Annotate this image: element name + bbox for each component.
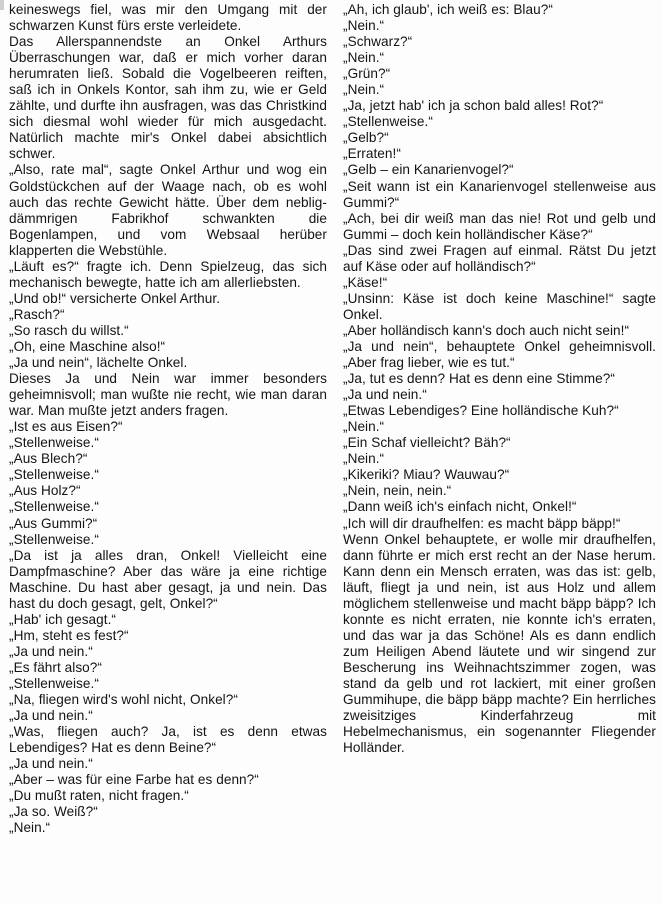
paragraph: „Läuft es?“ fragte ich. Denn Spielzeug, das sich mechanisch bewegte, hatte ich am allerliebsten. (9, 258, 327, 290)
paragraph: keineswegs fiel, was mir den Umgang mit der schwarzen Kunst fürs erste verleidete. (9, 2, 327, 34)
paragraph: „Nein.“ (343, 451, 385, 467)
paragraph: „Ja, jetzt hab' ich ja schon bald alles! Rot?“ (343, 98, 604, 114)
paragraph: „Na, fliegen wird's wohl nicht, Onkel?“ (9, 692, 238, 708)
paragraph: „Stellenweise.“ (9, 499, 99, 515)
paragraph: „Also, rate mal“, sagte Onkel Arthur und wog ein Goldstückchen auf der Waage nach, ob es wohl auch das rechte Gewicht hätte. Über dem neblig-dämmrigen Fabrikhof schwankten die Bogenlampen, und vom Websaal herüber klapperten die Webstühle. (9, 162, 327, 258)
paragraph: „Nein.“ (9, 820, 51, 836)
paragraph: „Käse!“ (343, 274, 388, 290)
paragraph: „Ich will dir draufhelfen: es macht bäpp bäpp!“ (343, 515, 621, 531)
paragraph: „Ja und nein.“ (9, 756, 93, 772)
paragraph: „Seit wann ist ein Kanarienvogel stellenweise aus Gummi?“ (343, 178, 656, 210)
paragraph: „Nein.“ (343, 82, 385, 98)
paragraph: „Aus Gummi?“ (9, 515, 98, 531)
paragraph: „Hm, steht es fest?“ (9, 627, 129, 643)
left-text-column (9, 2, 327, 836)
paragraph: „Da ist ja alles dran, Onkel! Vielleicht eine Dampfmaschine? Aber das wäre ja eine richtige Maschine. Du hast aber gesagt, ja und nein. Das hast du doch gesagt, gelt, Onkel?“ (9, 547, 327, 611)
paragraph: „Du mußt raten, nicht fragen.“ (9, 788, 189, 804)
paragraph: „Stellenweise.“ (343, 114, 433, 130)
paragraph: „Das sind zwei Fragen auf einmal. Rätst Du jetzt auf Käse oder auf holländisch?“ (343, 242, 656, 274)
paragraph: „Ein Schaf vielleicht? Bäh?“ (343, 435, 511, 451)
paragraph: „Ist es aus Eisen?“ (9, 419, 123, 435)
paragraph: „Oh, eine Maschine also!“ (9, 338, 166, 354)
paragraph: „Ja und nein“, behauptete Onkel geheimnisvoll. „Aber frag lieber, wie es tut.“ (343, 338, 656, 371)
paragraph: „Aber – was für eine Farbe hat es denn?“ (9, 772, 259, 788)
paragraph: „Nein, nein, nein.“ (343, 483, 452, 499)
paragraph: „Nein.“ (343, 419, 385, 435)
paragraph: „Aus Holz?“ (9, 483, 81, 499)
scan-artifact (0, 0, 4, 10)
paragraph: „Ach, bei dir weiß man das nie! Rot und gelb und Gummi – doch kein holländischer Käse?“ (343, 210, 656, 242)
paragraph: „Ah, ich glaub', ich weiß es: Blau?“ (343, 2, 553, 17)
paragraph: „Stellenweise.“ (9, 531, 99, 547)
paragraph: „Nein.“ (343, 50, 385, 66)
paragraph: „Erraten!“ (343, 146, 401, 162)
paragraph: „Ja und nein.“ (9, 708, 93, 724)
paragraph: „Grün?“ (343, 66, 391, 82)
paragraph: „Nein.“ (343, 18, 385, 34)
paragraph: „Unsinn: Käse ist doch keine Maschine!“ sagte Onkel. (343, 290, 656, 322)
paragraph: „Ja und nein.“ (343, 387, 427, 403)
paragraph: „Ja und nein“, lächelte Onkel. (9, 355, 188, 371)
paragraph: „Stellenweise.“ (9, 467, 99, 483)
paragraph: „Schwarz?“ (343, 34, 413, 50)
paragraph: „Gelb?“ (343, 130, 389, 146)
paragraph: „Es fährt also?“ (9, 659, 102, 675)
paragraph: Dieses Ja und Nein war immer besonders geheimnisvoll; man wußte nie recht, wie man daran war. Man mußte jetzt anders fragen. (9, 371, 327, 419)
paragraph: „Stellenweise.“ (9, 435, 99, 451)
paragraph: „Was, fliegen auch? Ja, ist es denn etwas Lebendiges? Hat es denn Beine?“ (9, 724, 327, 756)
paragraph: „Hab' ich gesagt.“ (9, 611, 117, 627)
paragraph: „Gelb – ein Kanarienvogel?“ (343, 162, 514, 178)
paragraph: „Aus Blech?“ (9, 451, 88, 467)
paragraph: „Dann weiß ich's einfach nicht, Onkel!“ (343, 499, 577, 515)
paragraph: „Stellenweise.“ (9, 675, 99, 691)
paragraph: „Kikeriki? Miau? Wauwau?“ (343, 467, 510, 483)
paragraph: „Ja und nein.“ (9, 643, 93, 659)
paragraph: „Aber holländisch kann's doch auch nicht sein!“ (343, 322, 630, 338)
right-text-column (343, 2, 656, 756)
paragraph: „Ja so. Weiß?“ (9, 804, 98, 820)
paragraph: „So rasch du willst.“ (9, 322, 129, 338)
paragraph: „Ja, tut es denn? Hat es denn eine Stimme?“ (343, 371, 615, 387)
paragraph: „Etwas Lebendiges? Eine holländische Kuh?“ (343, 403, 619, 419)
paragraph: „Rasch?“ (9, 306, 65, 322)
paragraph: „Und ob!“ versicherte Onkel Arthur. (9, 290, 221, 306)
paragraph: Wenn Onkel behauptete, er wolle mir draufhelfen, dann führte er mich erst recht an der Nase herum. Kann denn ein Mensch erraten, was das ist: gelb, läuft, fliegt ja und nein, ist aus Holz und allem möglichem stellenweise und macht bäpp bäpp? Ich konnte es nicht erraten, nie konnte ich's erraten, und das war ja das Schöne! Als es dann endlich zum Heiligen Abend läutete und wir singend zur Bescherung ins Weihnachtszimmer zogen, was stand da gelb und rot lackiert, mit einer großen Gummihupe, die bäpp bäpp machte? Ein herrliches zweisitziges Kinderfahrzeug mit Hebelmechanismus, ein sogenannter Fliegender Holländer. (343, 531, 656, 756)
paragraph: Das Allerspannendste an Onkel Arthurs Überraschungen war, daß er mich vorher daran herumraten ließ. Sobald die Vogelbeeren reiften, saß ich in Onkels Kontor, sah ihm zu, wie er Geld zählte, und durfte ihn ausfragen, was das Christkind sich diesmal wohl wieder für mich ausgedacht. Natürlich machte mir's Onkel dabei absichtlich schwer. (9, 34, 327, 162)
